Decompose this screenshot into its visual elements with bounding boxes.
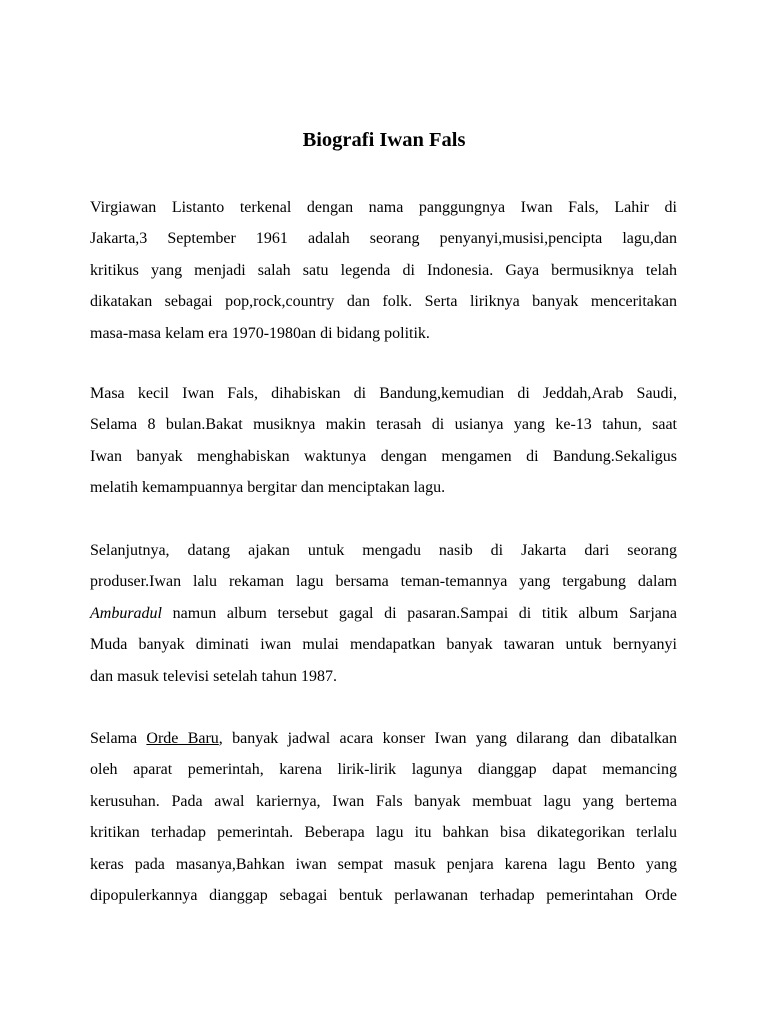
paragraph-line: dikatakan sebagai pop,rock,country dan folk. Serta liriknya banyak menceritakan [90,293,677,311]
paragraph-line: produser.Iwan lalu rekaman lagu bersama teman-temannya yang tergabung dalam [90,573,677,591]
paragraph-line: Selama 8 bulan.Bakat musiknya makin terasah di usianya yang ke-13 tahun, saat [90,416,677,434]
paragraph-line: melatih kemampuannya bergitar dan menciptakan lagu. [90,479,446,497]
paragraph-line: Jakarta,3 September 1961 adalah seorang penyanyi,musisi,pencipta lagu,dan [90,230,677,248]
paragraph-4 [90,723,677,911]
paragraph-line: dan masuk televisi setelah tahun 1987. [90,667,338,685]
paragraph-line: Virgiawan Listanto terkenal dengan nama panggungnya Iwan Fals, Lahir di [90,199,677,216]
paragraph-line: kritikan terhadap pemerintah. Beberapa lagu itu bahkan bisa dikategorikan terlalu [90,824,677,842]
paragraph-1 [90,192,677,349]
paragraph-line: Iwan banyak menghabiskan waktunya dengan mengamen di Bandung.Sekaligus [90,447,677,465]
paragraph-line: masa-masa kelam era 1970-1980an di bidang politik. [90,324,430,342]
paragraph-text: Selama [90,730,147,747]
paragraph-text: namun album tersebut gagal di pasaran.Sampai di titik album Sarjana [162,604,677,622]
paragraph-line: kritikus yang menjadi salah satu legenda di Indonesia. Gaya bermusiknya telah [90,261,677,279]
paragraph-text: , banyak jadwal acara konser Iwan yang dilarang dan dibatalkan [218,730,677,747]
paragraph-line: kerusuhan. Pada awal kariernya, Iwan Fals banyak membuat lagu yang bertema [90,792,677,810]
paragraph-line: Muda banyak diminati iwan mulai mendapatkan banyak tawaran untuk bernyanyi [90,636,677,654]
paragraph-line: dipopulerkannya dianggap sebagai bentuk perlawanan terhadap pemerintahan Orde [90,887,677,905]
paragraph-line [90,723,677,754]
paragraph-line: Selanjutnya, datang ajakan untuk mengadu nasib di Jakarta dari seorang [90,542,677,559]
paragraph-line [90,598,677,629]
paragraph-line: Masa kecil Iwan Fals, dihabiskan di Bandung,kemudian di Jeddah,Arab Saudi, [90,385,677,402]
paragraph-line: keras pada masanya,Bahkan iwan sempat masuk penjara karena lagu Bento yang [90,855,677,873]
paragraph-3 [90,535,677,692]
paragraph-line: oleh aparat pemerintah, karena lirik-lirik lagunya dianggap dapat memancing [90,761,677,779]
paragraph-2 [90,378,677,504]
orde-baru-link[interactable]: Orde Baru [146,730,219,747]
band-name-amburadul: Amburadul [90,604,162,622]
document-title: Biografi Iwan Fals [302,129,466,151]
